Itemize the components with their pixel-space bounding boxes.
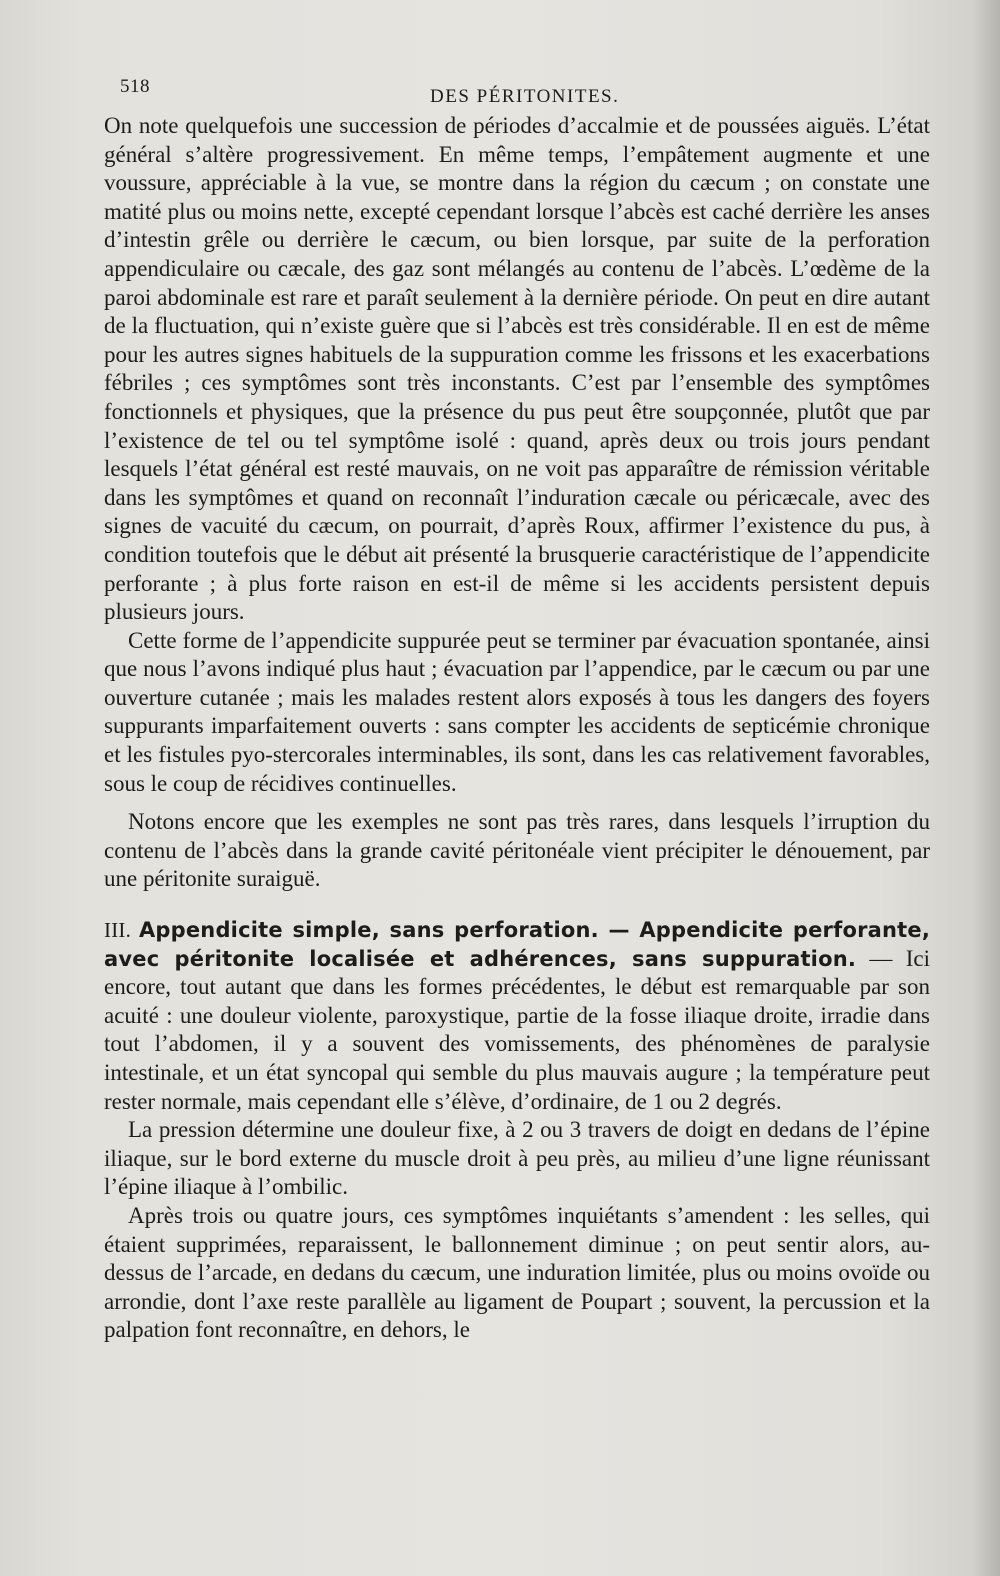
paragraph-2: Cette forme de l’appendicite suppurée peut se terminer par évacuation spontanée, ainsi que nous l’avons indiqué plus haut ; évacuation par l’appendice, par le cæcum ou par une ouverture cutanée ; mais les malades restent alors exposés à tous les dangers des foyers suppurants imparfaitement ouverts : sans compter les accidents de septicémie chronique et les fistules pyo-stercorales interminables, ils sont, dans les cas relativement favorables, sous le coup de récidives continuelles. bbox=[104, 627, 930, 796]
section-numeral: III. bbox=[104, 918, 132, 943]
body-text bbox=[104, 112, 930, 1345]
section-body: — Ici encore, tout autant que dans les formes précédentes, le début est remarquable par son acuité : une douleur violente, paroxystique, partie de la fosse iliaque droite, irradie dans tout l’abdomen, il y a souvent des vomissements, des phénomènes de paralysie intestinale, et un état syncopal qui semble du plus mauvais augure ; la température peut rester normale, mais cependant elle s’élève, d’ordinaire, de 1 ou 2 degrés. bbox=[104, 945, 931, 1114]
section-heading: Appendicite simple, sans perforation. — Appendicite perforante, avec péritonite localisée et adhérences, sans suppuration. bbox=[104, 918, 931, 971]
running-title: DES PÉRITONITES. bbox=[430, 86, 620, 107]
paragraph-1: On note quelquefois une succession de périodes d’accalmie et de poussées aiguës. L’état général s’altère progressivement. En même temps, l’empâtement augmente et une voussure, appréciable à la vue, se montre dans la région du cæcum ; on constate une matité plus ou moins nette, excepté cependant lorsque l’abcès est caché derrière les anses d’intestin grêle ou derrière le cæcum, ou bien lorsque, par suite de la perforation appendiculaire ou cæcale, des gaz sont mélangés au contenu de l’abcès. L’œdème de la paroi abdominale est rare et paraît seulement à la dernière période. On peut en dire autant de la fluctuation, qui n’existe guère que si l’abcès est très considérable. Il en est de même pour les autres signes habituels de la suppuration comme les frissons et les exacerbations fébriles ; ces symptômes sont très inconstants. C’est par l’ensemble des symptômes fonctionnels et physiques, que la présence du pus peut être soupçonnée, plutôt que par l’existence de tel ou tel symptôme isolé : quand, après deux ou trois jours pendant lesquels l’état général est resté mauvais, on ne voit pas apparaître de rémission véritable dans les symptômes et quand on reconnaît l’induration cæcale ou péricæcale, avec des signes de vacuité du cæcum, on pourrait, d’après Roux, affirmer l’existence du pus, à condition toutefois que le début ait présenté la brusquerie caractéristique de l’appendicite perforante ; à plus forte raison en est-il de même si les accidents persistent depuis plusieurs jours. bbox=[104, 113, 930, 625]
paragraph-3: Notons encore que les exemples ne sont pas très rares, dans lesquels l’irruption du contenu de l’abcès dans la grande cavité péritonéale vient précipiter le dénouement, par une péritonite suraiguë. bbox=[104, 809, 930, 892]
paragraph-6: Après trois ou quatre jours, ces symptômes inquiétants s’amendent : les selles, qui étaient supprimées, reparaissent, le ballonnement diminue ; on peut sentir alors, au-dessus de l’arcade, en dedans du cæcum, une induration limitée, plus ou moins ovoïde ou arrondie, dont l’axe reste parallèle au ligament de Poupart ; souvent, la percussion et la palpation font reconnaître, en dehors, le bbox=[104, 1202, 930, 1343]
section-paragraph bbox=[104, 916, 930, 1116]
page-number: 518 bbox=[120, 76, 150, 97]
paragraph-5: La pression détermine une douleur fixe, à 2 ou 3 travers de doigt en dedans de l’épine iliaque, sur le bord externe du muscle droit à peu près, au milieu d’une ligne réunissant l’épine iliaque à l’ombilic. bbox=[104, 1117, 930, 1200]
